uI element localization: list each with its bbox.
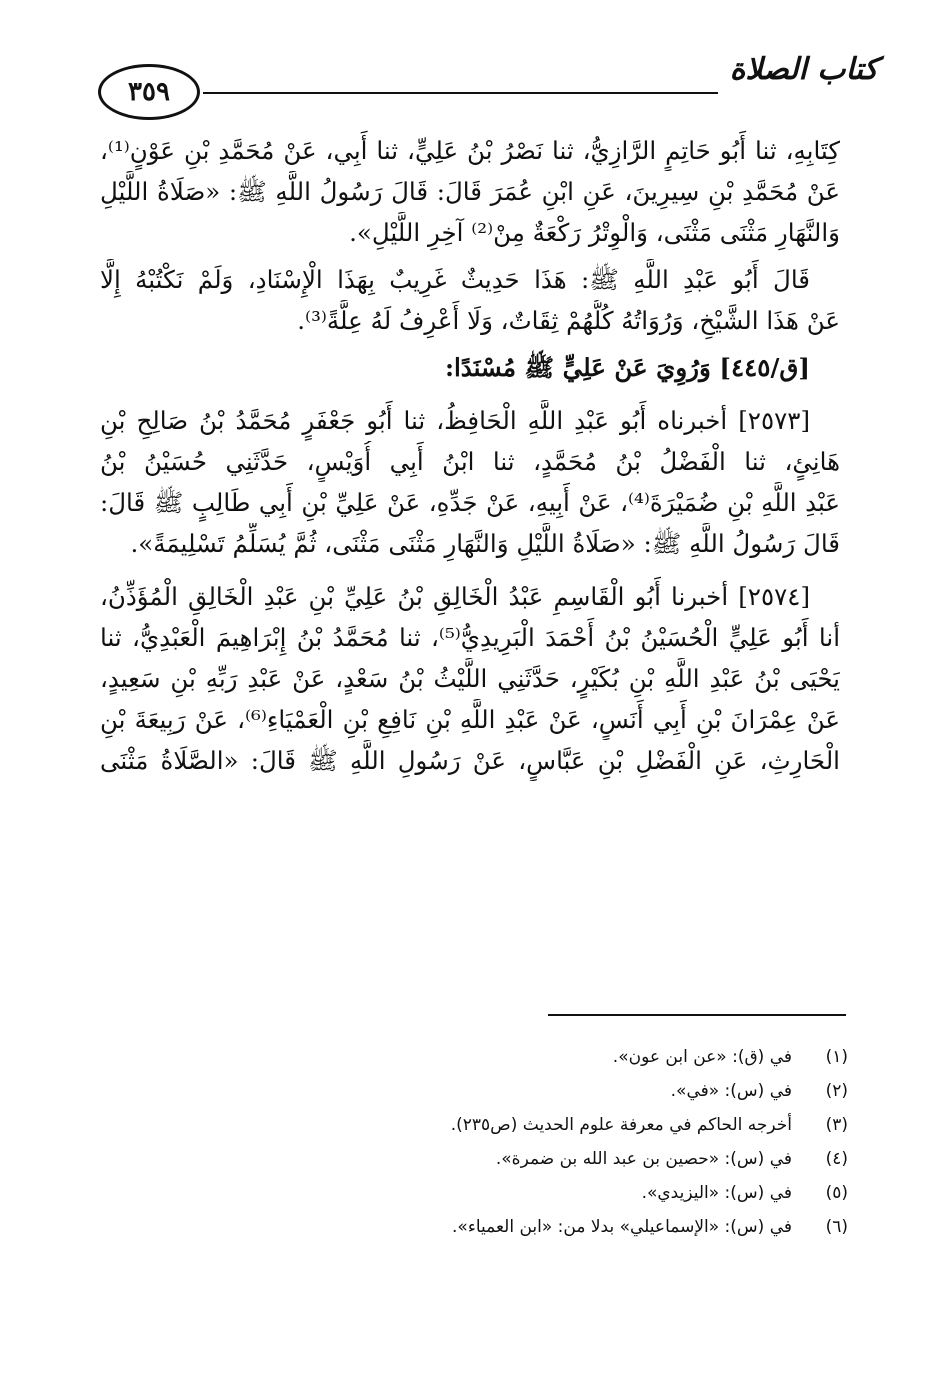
text-line: قَالَ رَسُولُ اللَّهِ ﷺ: «صَلَاةُ اللَّيْلِ وَالنَّهَارِ مَثْنَى مَثْنَى، ثُمَّ يُسَلِّمُ تَسْلِيمَةً». xyxy=(130,529,840,558)
page-header xyxy=(98,48,878,118)
text-line: يَحْيَى بْنُ عَبْدِ اللَّهِ بْنِ بُكَيْرٍ، حَدَّثَنِي اللَّيْثُ بْنُ سَعْدٍ، عَنْ عَبْدِ رَبِّهِ بْنِ سَعِيدٍ، xyxy=(100,664,840,693)
footnote-text: في (س): «الإسماعيلي» بدلا من: «ابن العمياء». xyxy=(452,1217,792,1237)
footnote xyxy=(100,1074,848,1108)
text-line: عَنْ مُحَمَّدِ بْنِ سِيرِينَ، عَنِ ابْنِ عُمَرَ قَالَ: قَالَ رَسُولُ اللَّهِ ﷺ: «صَلَاةُ اللَّيْلِ xyxy=(100,177,840,206)
footnote xyxy=(100,1040,848,1074)
hadith-2573-line: [٢٥٧٣] أخبرناه أَبُو عَبْدِ اللَّهِ الْحَافِظُ، ثنا أَبُو جَعْفَرٍ مُحَمَّدُ بْنُ صَالِحِ بْنِ xyxy=(100,406,810,435)
footnote-number: (٦) xyxy=(825,1217,848,1237)
text-line: عَبْدِ اللَّهِ بْنِ ضُمَيْرَةَ⁽⁴⁾، عَنْ أَبِيهِ، عَنْ جَدِّهِ، عَنْ عَلِيِّ بْنِ أَبِي طَالِبٍ ﷺ قَالَ: xyxy=(100,488,840,517)
footnote xyxy=(100,1210,848,1244)
footnote-text: أخرجه الحاكم في معرفة علوم الحديث (ص٢٣٥). xyxy=(450,1115,792,1135)
footnote xyxy=(100,1142,848,1176)
footnote xyxy=(100,1176,848,1210)
text-line: هَانِئٍ، ثنا الْفَضْلُ بْنُ مُحَمَّدٍ، ثنا ابْنُ أَبِي أُوَيْسٍ، حَدَّثَنِي حُسَيْنُ بْنُ xyxy=(100,447,840,476)
header-rule xyxy=(203,92,718,94)
section-heading: [ق/٤٤٥] وَرُوِيَ عَنْ عَلِيٍّ ﷺ مُسْنَدًا: xyxy=(444,353,810,382)
footnote-number: (٤) xyxy=(825,1149,848,1169)
text-line: أنا أَبُو عَلِيٍّ الْحُسَيْنُ بْنُ أَحْمَدَ الْبَرِيدِيُّ⁽⁵⁾، ثنا مُحَمَّدُ بْنُ إِبْرَاهِيمَ الْعَبْدِيُّ، ثنا xyxy=(100,623,840,652)
text-line: وَالنَّهَارِ مَثْنَى مَثْنَى، وَالْوِتْرُ رَكْعَةٌ مِنْ⁽²⁾ آخِرِ اللَّيْلِ». xyxy=(349,218,840,247)
main-text xyxy=(100,130,840,781)
footnotes xyxy=(100,1040,848,1244)
footnote-number: (١) xyxy=(825,1047,848,1067)
footnote-text: في (س): «اليزيدي». xyxy=(641,1183,792,1203)
footnote-number: (٥) xyxy=(825,1183,848,1203)
footnote-text: في (س): «في». xyxy=(670,1081,792,1101)
text-line: عَنْ عِمْرَانَ بْنِ أَبِي أَنَسٍ، عَنْ عَبْدِ اللَّهِ بْنِ نَافِعِ بْنِ الْعَمْيَاءِ⁽⁶⁾، عَنْ رَبِيعَةَ بْنِ xyxy=(100,705,840,734)
footnote-number: (٣) xyxy=(825,1115,848,1135)
footnote-separator xyxy=(548,1014,846,1016)
text-line: الْحَارِثِ، عَنِ الْفَضْلِ بْنِ عَبَّاسٍ، عَنْ رَسُولِ اللَّهِ ﷺ قَالَ: «الصَّلَاةُ مَثْنَى xyxy=(100,746,840,775)
footnote-text: في (ق): «عن ابن عون». xyxy=(612,1047,792,1067)
text-line: قَالَ أَبُو عَبْدِ اللَّهِ ﷺ: هَذَا حَدِيثٌ غَرِيبٌ بِهَذَا الْإِسْنَادِ، وَلَمْ نَكْتُبْهُ إِلَّا xyxy=(100,265,810,294)
chapter-title: كتاب الصلاة xyxy=(729,52,878,87)
footnote-text: في (س): «حصين بن عبد الله بن ضمرة». xyxy=(495,1149,792,1169)
text-line: كِتَابِهِ، ثنا أَبُو حَاتِمٍ الرَّازِيُّ، ثنا نَصْرُ بْنُ عَلِيٍّ، ثنا أَبِي، عَنْ مُحَمَّدِ بْنِ عَوْنٍ⁽¹⁾، xyxy=(100,136,840,165)
text-line: عَنْ هَذَا الشَّيْخِ، وَرُوَاتُهُ كُلُّهُمْ ثِقَاتٌ، وَلَا أَعْرِفُ لَهُ عِلَّةً⁽³⁾. xyxy=(297,306,840,335)
page-number-badge: ٣٥٩ xyxy=(98,64,200,120)
hadith-2574-line: [٢٥٧٤] أخبرنا أَبُو الْقَاسِمِ عَبْدُ الْخَالِقِ بْنُ عَلِيِّ بْنِ عَبْدِ الْخَالِقِ الْمُؤَذِّنُ، xyxy=(100,582,810,611)
footnote-number: (٢) xyxy=(825,1081,848,1101)
footnote xyxy=(100,1108,848,1142)
